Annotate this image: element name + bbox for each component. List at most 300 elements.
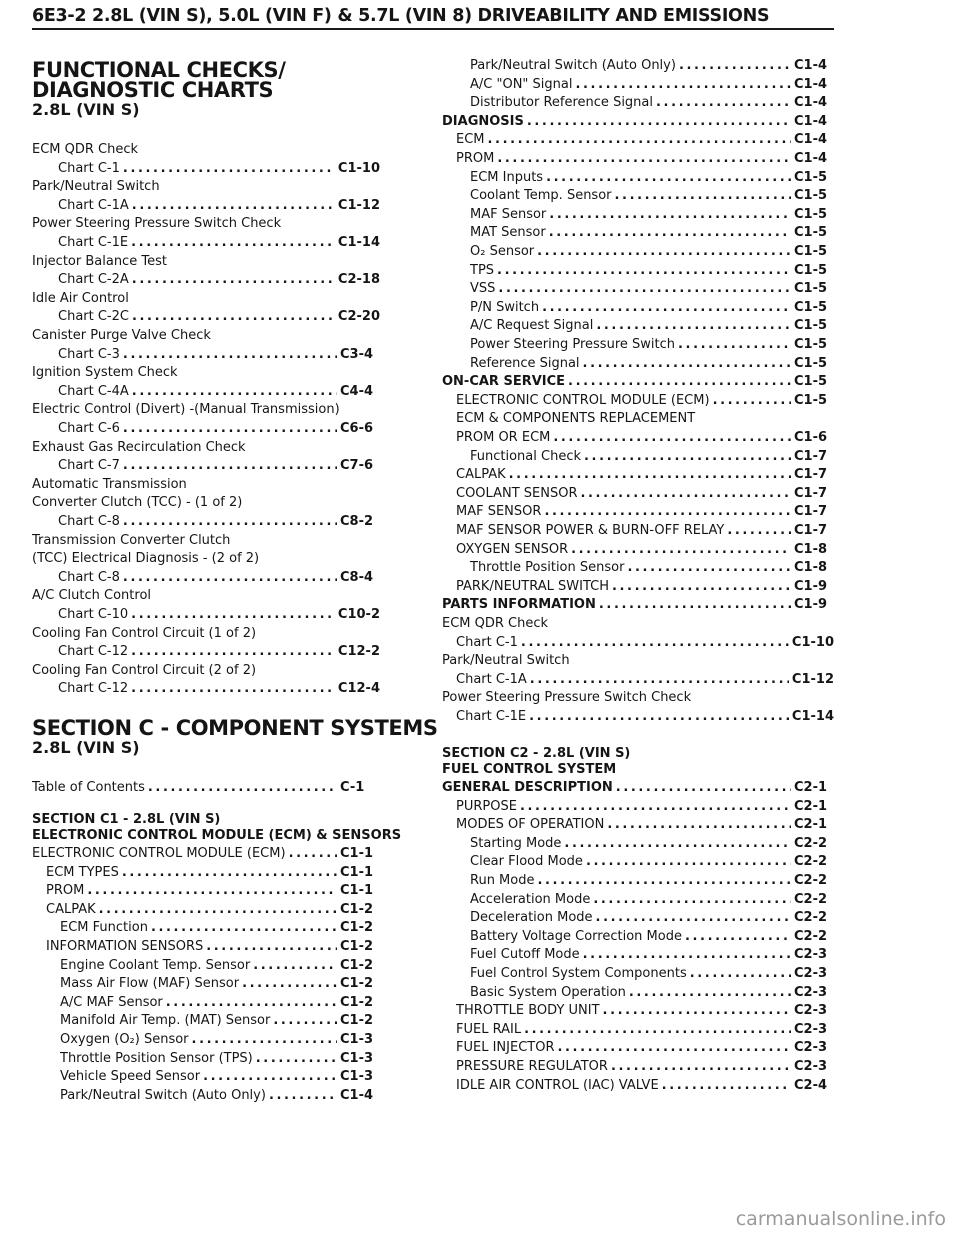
leader-dots — [123, 458, 337, 474]
leader-dots — [273, 1013, 337, 1029]
toc-entry — [58, 607, 380, 623]
toc-entry — [470, 449, 834, 465]
toc-page-number: C2-1 — [794, 780, 828, 795]
toc-page-number: C7-6 — [340, 458, 374, 474]
toc-entry — [32, 495, 242, 511]
toc-page-number: C1-3 — [340, 1050, 374, 1066]
toc-entry — [470, 854, 834, 870]
toc-label: Distributor Reference Signal — [470, 95, 653, 111]
toc-entry — [32, 328, 211, 344]
toc-entry — [442, 653, 570, 669]
leader-dots — [122, 865, 337, 881]
section-c2-heading: SECTION C2 - 2.8L (VIN S) — [442, 746, 631, 761]
toc-page-number: C1-7 — [794, 504, 828, 520]
toc-label: Power Steering Pressure Switch Check — [32, 216, 282, 232]
toc-label: MAF SENSOR POWER & BURN-OFF RELAY — [456, 523, 725, 538]
toc-entry — [58, 309, 380, 325]
leader-dots — [497, 263, 791, 279]
leader-dots — [203, 1069, 337, 1085]
toc-label: Chart C-1 — [58, 160, 120, 176]
toc-label: ON-CAR SERVICE — [442, 374, 566, 390]
leader-dots — [615, 188, 791, 204]
toc-entry — [470, 836, 834, 852]
toc-entry — [58, 458, 380, 474]
toc-label: Clear Flood Mode — [470, 854, 583, 870]
toc-entry — [456, 1040, 834, 1056]
toc-entry — [442, 616, 548, 632]
toc-label: Chart C-12 — [58, 681, 129, 697]
toc-label: Throttle Position Sensor — [470, 560, 625, 576]
toc-entry — [46, 939, 380, 955]
toc-page-number: C2-4 — [794, 1077, 828, 1093]
toc-label: Chart C-3 — [58, 346, 120, 362]
leader-dots — [521, 635, 789, 651]
toc-page-number: C8-4 — [340, 569, 374, 585]
leader-dots — [530, 672, 789, 688]
toc-page-number: C1-4 — [794, 95, 828, 111]
leader-dots — [583, 356, 791, 372]
toc-entry — [60, 1013, 380, 1029]
toc-entry — [60, 958, 380, 974]
toc-label: ECM — [456, 132, 485, 148]
toc-entry — [442, 690, 691, 706]
leader-dots — [123, 421, 337, 437]
leader-dots — [132, 198, 335, 214]
toc-label: Park/Neutral Switch — [32, 179, 160, 195]
toc-label: Chart C-12 — [58, 644, 129, 660]
toc-page-number: C1-4 — [794, 113, 828, 129]
toc-entry — [470, 95, 834, 111]
leader-dots — [611, 1059, 791, 1075]
toc-entry — [470, 244, 834, 260]
leader-dots — [629, 985, 791, 1001]
toc-entry — [442, 374, 834, 390]
leader-dots — [679, 58, 791, 74]
toc-entry — [470, 560, 834, 576]
leader-dots — [583, 947, 791, 963]
toc-entry — [470, 910, 834, 926]
toc-page-number: C2-3 — [794, 1040, 828, 1056]
toc-page-number: C1-5 — [794, 374, 828, 390]
toc-page-number: C1-5 — [794, 188, 828, 204]
toc-page-number: C6-6 — [340, 421, 374, 436]
toc-label: Transmission Converter Clutch — [32, 532, 231, 548]
toc-label: PARK/NEUTRAL SWITCH — [456, 578, 609, 594]
toc-entry — [456, 486, 834, 502]
toc-entry — [32, 588, 151, 604]
toc-label: A/C MAF Sensor — [60, 994, 163, 1010]
toc-page-number: C1-2 — [340, 957, 374, 973]
toc-label: A/C Request Signal — [470, 318, 594, 334]
toc-label: DIAGNOSIS — [442, 113, 524, 129]
toc-page-number: C2-1 — [794, 817, 828, 833]
leader-dots — [527, 114, 791, 130]
toc-label: (TCC) Electrical Diagnosis - (2 of 2) — [32, 551, 260, 567]
toc-entry — [32, 440, 246, 456]
toc-label: Chart C-8 — [58, 514, 120, 529]
toc-label: A/C Clutch Control — [32, 588, 152, 604]
toc-label: Chart C-6 — [58, 421, 120, 436]
toc-page-number: C1-1 — [340, 883, 374, 899]
toc-entry — [470, 188, 834, 204]
toc-label: Fuel Cutoff Mode — [470, 947, 580, 963]
toc-label: Chart C-2C — [58, 309, 129, 325]
toc-entry — [46, 902, 380, 918]
leader-dots — [537, 244, 791, 260]
toc-entry — [60, 1032, 380, 1048]
toc-label: PURPOSE — [456, 798, 517, 814]
toc-entry — [470, 337, 834, 353]
leader-dots — [253, 958, 337, 974]
toc-label: Chart C-1E — [58, 235, 129, 250]
toc-page-number: C1-4 — [340, 1087, 374, 1103]
leader-dots — [596, 318, 791, 334]
toc-page-number: C1-2 — [340, 994, 374, 1010]
leader-dots — [131, 235, 335, 251]
toc-entry — [60, 920, 380, 936]
leader-dots — [509, 467, 791, 483]
toc-page-number: C2-2 — [794, 891, 828, 907]
toc-entry — [60, 1051, 380, 1067]
toc-label: Reference Signal — [470, 355, 580, 371]
toc-page-number: C1-6 — [794, 430, 828, 445]
toc-page-number: C1-5 — [794, 355, 828, 371]
leader-dots — [690, 966, 791, 982]
toc-page-number: C1-4 — [794, 151, 828, 166]
leader-dots — [192, 1032, 337, 1048]
toc-entry — [60, 976, 380, 992]
toc-label: Throttle Position Sensor (TPS) — [60, 1050, 253, 1066]
toc-page-number: C2-3 — [794, 1003, 828, 1019]
leader-dots — [529, 709, 789, 725]
fuel-control-heading: FUEL CONTROL SYSTEM — [442, 762, 617, 777]
toc-entry — [470, 263, 834, 279]
toc-page-number: C1-7 — [794, 523, 828, 538]
toc-page-number: C1-5 — [794, 392, 828, 408]
toc-page-number: C2-2 — [794, 928, 828, 944]
leader-dots — [520, 799, 791, 815]
toc-entry — [456, 542, 834, 558]
toc-entry — [456, 504, 834, 520]
toc-label: VSS — [470, 281, 496, 297]
toc-page-number: C12-2 — [337, 644, 380, 660]
leader-dots — [132, 309, 335, 325]
leader-dots — [151, 920, 337, 936]
toc-label: PROM — [456, 151, 495, 166]
toc-entry — [32, 402, 340, 418]
toc-label: OXYGEN SENSOR — [456, 541, 569, 557]
toc-page-number: C1-10 — [337, 160, 380, 176]
toc-entry — [456, 393, 834, 409]
leader-dots — [131, 644, 335, 660]
toc-page-number: C2-20 — [337, 309, 380, 325]
leader-dots — [546, 170, 791, 186]
toc-label: Cooling Fan Control Circuit (2 of 2) — [32, 662, 257, 678]
leader-dots — [123, 347, 337, 363]
toc-label: ECM QDR Check — [442, 616, 549, 631]
toc-entry — [58, 421, 380, 437]
toc-label: ECM Function — [60, 920, 148, 936]
toc-page-number: C1-4 — [794, 132, 828, 148]
toc-entry — [456, 151, 834, 167]
toc-page-number: C1-14 — [337, 235, 380, 250]
leader-dots — [685, 929, 791, 945]
toc-entry — [32, 846, 380, 862]
leader-dots — [131, 607, 335, 623]
toc-page-number: C1-2 — [340, 1013, 374, 1029]
toc-label: Deceleration Mode — [470, 910, 593, 926]
toc-entry — [60, 1069, 380, 1085]
toc-page-number: C2-3 — [794, 947, 828, 963]
toc-page-number: C1-5 — [794, 225, 828, 241]
toc-label: ECM Inputs — [470, 169, 544, 185]
toc-page-number: C1-5 — [794, 262, 828, 278]
leader-dots — [656, 95, 791, 111]
toc-page-number: C1-4 — [794, 58, 828, 73]
leader-dots — [593, 892, 791, 908]
toc-page-number: C2-1 — [794, 798, 828, 814]
toc-entry — [58, 272, 380, 288]
toc-entry — [60, 995, 380, 1011]
leader-dots — [662, 1078, 791, 1094]
toc-label: Chart C-1 — [456, 634, 518, 650]
toc-label: MODES OF OPERATION — [456, 817, 605, 833]
toc-entry — [456, 523, 834, 539]
leader-dots — [568, 374, 791, 390]
leader-dots — [131, 681, 335, 697]
toc-label: MAF Sensor — [470, 206, 547, 222]
toc-entry — [32, 365, 178, 381]
toc-page-number: C1-10 — [791, 634, 834, 650]
toc-entry — [58, 514, 380, 530]
leader-dots — [132, 272, 335, 288]
toc-page-number: C1-7 — [794, 467, 828, 483]
toc-page-number: C1-2 — [340, 939, 374, 954]
toc-label: Chart C-1A — [456, 671, 527, 687]
toc-entry — [470, 873, 834, 889]
toc-label: CALPAK — [456, 467, 506, 483]
toc-page-number: C1-12 — [791, 671, 834, 687]
toc-page-number: C2-3 — [794, 966, 828, 981]
toc-page-number: C1-3 — [340, 1069, 374, 1085]
section-c1-heading: SECTION C1 - 2.8L (VIN S) — [32, 812, 221, 827]
toc-label: PROM — [46, 883, 85, 899]
leader-dots — [627, 560, 791, 576]
toc-label: Basic System Operation — [470, 984, 626, 1000]
leader-dots — [206, 939, 337, 955]
leader-dots — [549, 207, 791, 223]
toc-page-number: C1-8 — [794, 541, 828, 557]
toc-entry — [470, 300, 834, 316]
toc-entry — [456, 817, 834, 833]
engine-subheading: 2.8L (VIN S) — [32, 100, 140, 119]
leader-dots — [166, 995, 337, 1011]
leader-dots — [123, 514, 337, 530]
leader-dots — [571, 542, 791, 558]
toc-label: Park/Neutral Switch (Auto Only) — [470, 58, 676, 73]
toc-entry — [456, 635, 834, 651]
toc-page-number: C1-1 — [340, 864, 374, 880]
toc-page-number: C1-1 — [340, 846, 374, 861]
table-of-contents-entry: Table of Contents ..... C-1 — [32, 780, 380, 796]
diagnostic-charts-heading: DIAGNOSTIC CHARTS — [32, 78, 274, 102]
toc-entry — [60, 1088, 380, 1104]
leader-dots — [612, 579, 791, 595]
toc-label: Chart C-2A — [58, 272, 129, 288]
leader-dots — [488, 132, 791, 148]
toc-label: Starting Mode — [470, 835, 562, 851]
toc-label: Park/Neutral Switch (Auto Only) — [60, 1087, 266, 1103]
leader-dots — [564, 836, 791, 852]
toc-label: Coolant Temp. Sensor — [470, 188, 612, 204]
leader-dots — [269, 1088, 337, 1104]
toc-label: ELECTRONIC CONTROL MODULE (ECM) — [32, 846, 286, 861]
toc-label: P/N Switch — [470, 299, 540, 315]
toc-entry — [470, 77, 834, 93]
toc-label: PARTS INFORMATION — [442, 597, 596, 613]
toc-entry — [32, 477, 187, 493]
toc-label: Battery Voltage Correction Mode — [470, 928, 682, 944]
leader-dots — [242, 976, 337, 992]
leader-dots — [498, 281, 791, 297]
toc-label: ELECTRONIC CONTROL MODULE (ECM) — [456, 392, 710, 408]
leader-dots — [123, 161, 335, 177]
toc-label: Chart C-1E — [456, 709, 527, 724]
toc-entry — [58, 681, 380, 697]
toc-entry — [58, 570, 380, 586]
toc-page-number: C1-3 — [340, 1032, 374, 1047]
toc-entry — [470, 892, 834, 908]
leader-dots — [87, 883, 337, 899]
toc-entry — [58, 347, 380, 363]
toc-label: Engine Coolant Temp. Sensor — [60, 957, 251, 973]
toc-page-number: C2-2 — [794, 854, 828, 870]
toc-label: Power Steering Pressure Switch — [470, 337, 675, 352]
toc-page-number: C1-9 — [794, 578, 828, 594]
toc-entry — [32, 626, 256, 642]
toc-label: FUEL RAIL — [456, 1021, 522, 1037]
toc-entry — [58, 384, 380, 400]
leader-dots — [524, 1022, 791, 1038]
toc-label: Ignition System Check — [32, 365, 178, 381]
toc-page-number: C10-2 — [337, 607, 380, 622]
toc-entry — [456, 1003, 834, 1019]
toc-entry — [470, 225, 834, 241]
toc-page-number: C2-3 — [794, 1021, 828, 1037]
toc-label: Chart C-7 — [58, 458, 120, 474]
toc-entry — [456, 1022, 834, 1038]
toc-page-number: C1-5 — [794, 318, 828, 334]
toc-label: Chart C-10 — [58, 607, 129, 622]
toc-entry — [470, 985, 834, 1001]
toc-label: Electric Control (Divert) -(Manual Transmission) — [32, 402, 340, 418]
toc-entry — [32, 216, 281, 232]
toc-entry — [470, 356, 834, 372]
toc-label: Injector Balance Test — [32, 253, 167, 269]
leader-dots — [596, 910, 791, 926]
toc-entry — [456, 1059, 834, 1075]
leader-dots — [256, 1051, 337, 1067]
leader-dots — [575, 77, 791, 93]
leader-dots — [727, 523, 791, 539]
leader-dots — [603, 1003, 791, 1019]
toc-label: O₂ Sensor — [470, 244, 535, 259]
toc-label: FUEL INJECTOR — [456, 1040, 555, 1056]
toc-page-number: C1-5 — [794, 169, 828, 185]
toc-label: PROM OR ECM — [456, 430, 551, 445]
toc-entry — [470, 281, 834, 297]
toc-label: CALPAK — [46, 901, 96, 917]
toc-page-number: C12-4 — [337, 681, 380, 697]
leader-dots — [616, 780, 791, 796]
toc-label: ECM & COMPONENTS REPLACEMENT — [456, 411, 696, 427]
toc-page-number: C4-4 — [340, 383, 374, 399]
toc-label: Power Steering Pressure Switch Check — [442, 690, 692, 706]
toc-entry — [456, 799, 834, 815]
toc-label: Acceleration Mode — [470, 891, 591, 907]
toc-entry — [456, 430, 834, 446]
toc-page-number: C1-9 — [794, 597, 828, 613]
toc-page-number: C2-2 — [794, 835, 828, 851]
toc-label: Chart C-1A — [58, 197, 129, 213]
toc-entry — [32, 142, 138, 158]
toc-entry — [32, 179, 160, 195]
watermark: carmanualsonline.info — [735, 1208, 946, 1230]
toc-page-number: C2-2 — [794, 910, 828, 926]
toc-label: IDLE AIR CONTROL (IAC) VALVE — [456, 1077, 659, 1093]
toc-entry — [442, 114, 834, 130]
toc-entry — [58, 198, 380, 214]
leader-dots — [497, 151, 791, 167]
toc-label: Functional Check — [470, 448, 581, 464]
leader-dots — [544, 504, 791, 520]
toc-label: TPS — [470, 262, 495, 278]
toc-entry — [456, 132, 834, 148]
toc-label: Oxygen (O₂) Sensor — [60, 1032, 189, 1047]
toc-page-number: C3-4 — [340, 346, 374, 362]
toc-label: Chart C-4A — [58, 383, 129, 399]
toc-label: THROTTLE BODY UNIT — [456, 1003, 600, 1019]
leader-dots — [557, 1040, 791, 1056]
toc-label: MAT Sensor — [470, 225, 546, 241]
toc-entry — [32, 533, 230, 549]
toc-label: INFORMATION SENSORS — [46, 939, 204, 954]
toc-entry — [456, 411, 695, 427]
toc-entry — [470, 207, 834, 223]
toc-page-number: C1-5 — [794, 206, 828, 222]
leader-dots — [607, 817, 791, 833]
toc-entry — [470, 170, 834, 186]
toc-entry — [58, 161, 380, 177]
toc-page-number: C1-12 — [337, 197, 380, 213]
toc-label: COOLANT SENSOR — [456, 485, 578, 501]
leader-dots — [132, 384, 337, 400]
toc-page-number: C1-5 — [794, 299, 828, 315]
toc-page-number: C1-8 — [794, 560, 828, 576]
toc-page-number: C2-18 — [337, 272, 380, 288]
toc-label: Idle Air Control — [32, 290, 129, 306]
toc-entry — [32, 663, 256, 679]
toc-entry — [46, 883, 380, 899]
toc-page-number: C1-4 — [794, 76, 828, 92]
toc-entry — [456, 709, 834, 725]
toc-label: ECM TYPES — [46, 864, 119, 880]
toc-label: Manifold Air Temp. (MAT) Sensor — [60, 1013, 271, 1029]
toc-entry — [32, 254, 167, 270]
toc-entry — [442, 780, 834, 796]
toc-entry — [32, 551, 259, 567]
toc-page-number: C1-5 — [794, 281, 828, 297]
